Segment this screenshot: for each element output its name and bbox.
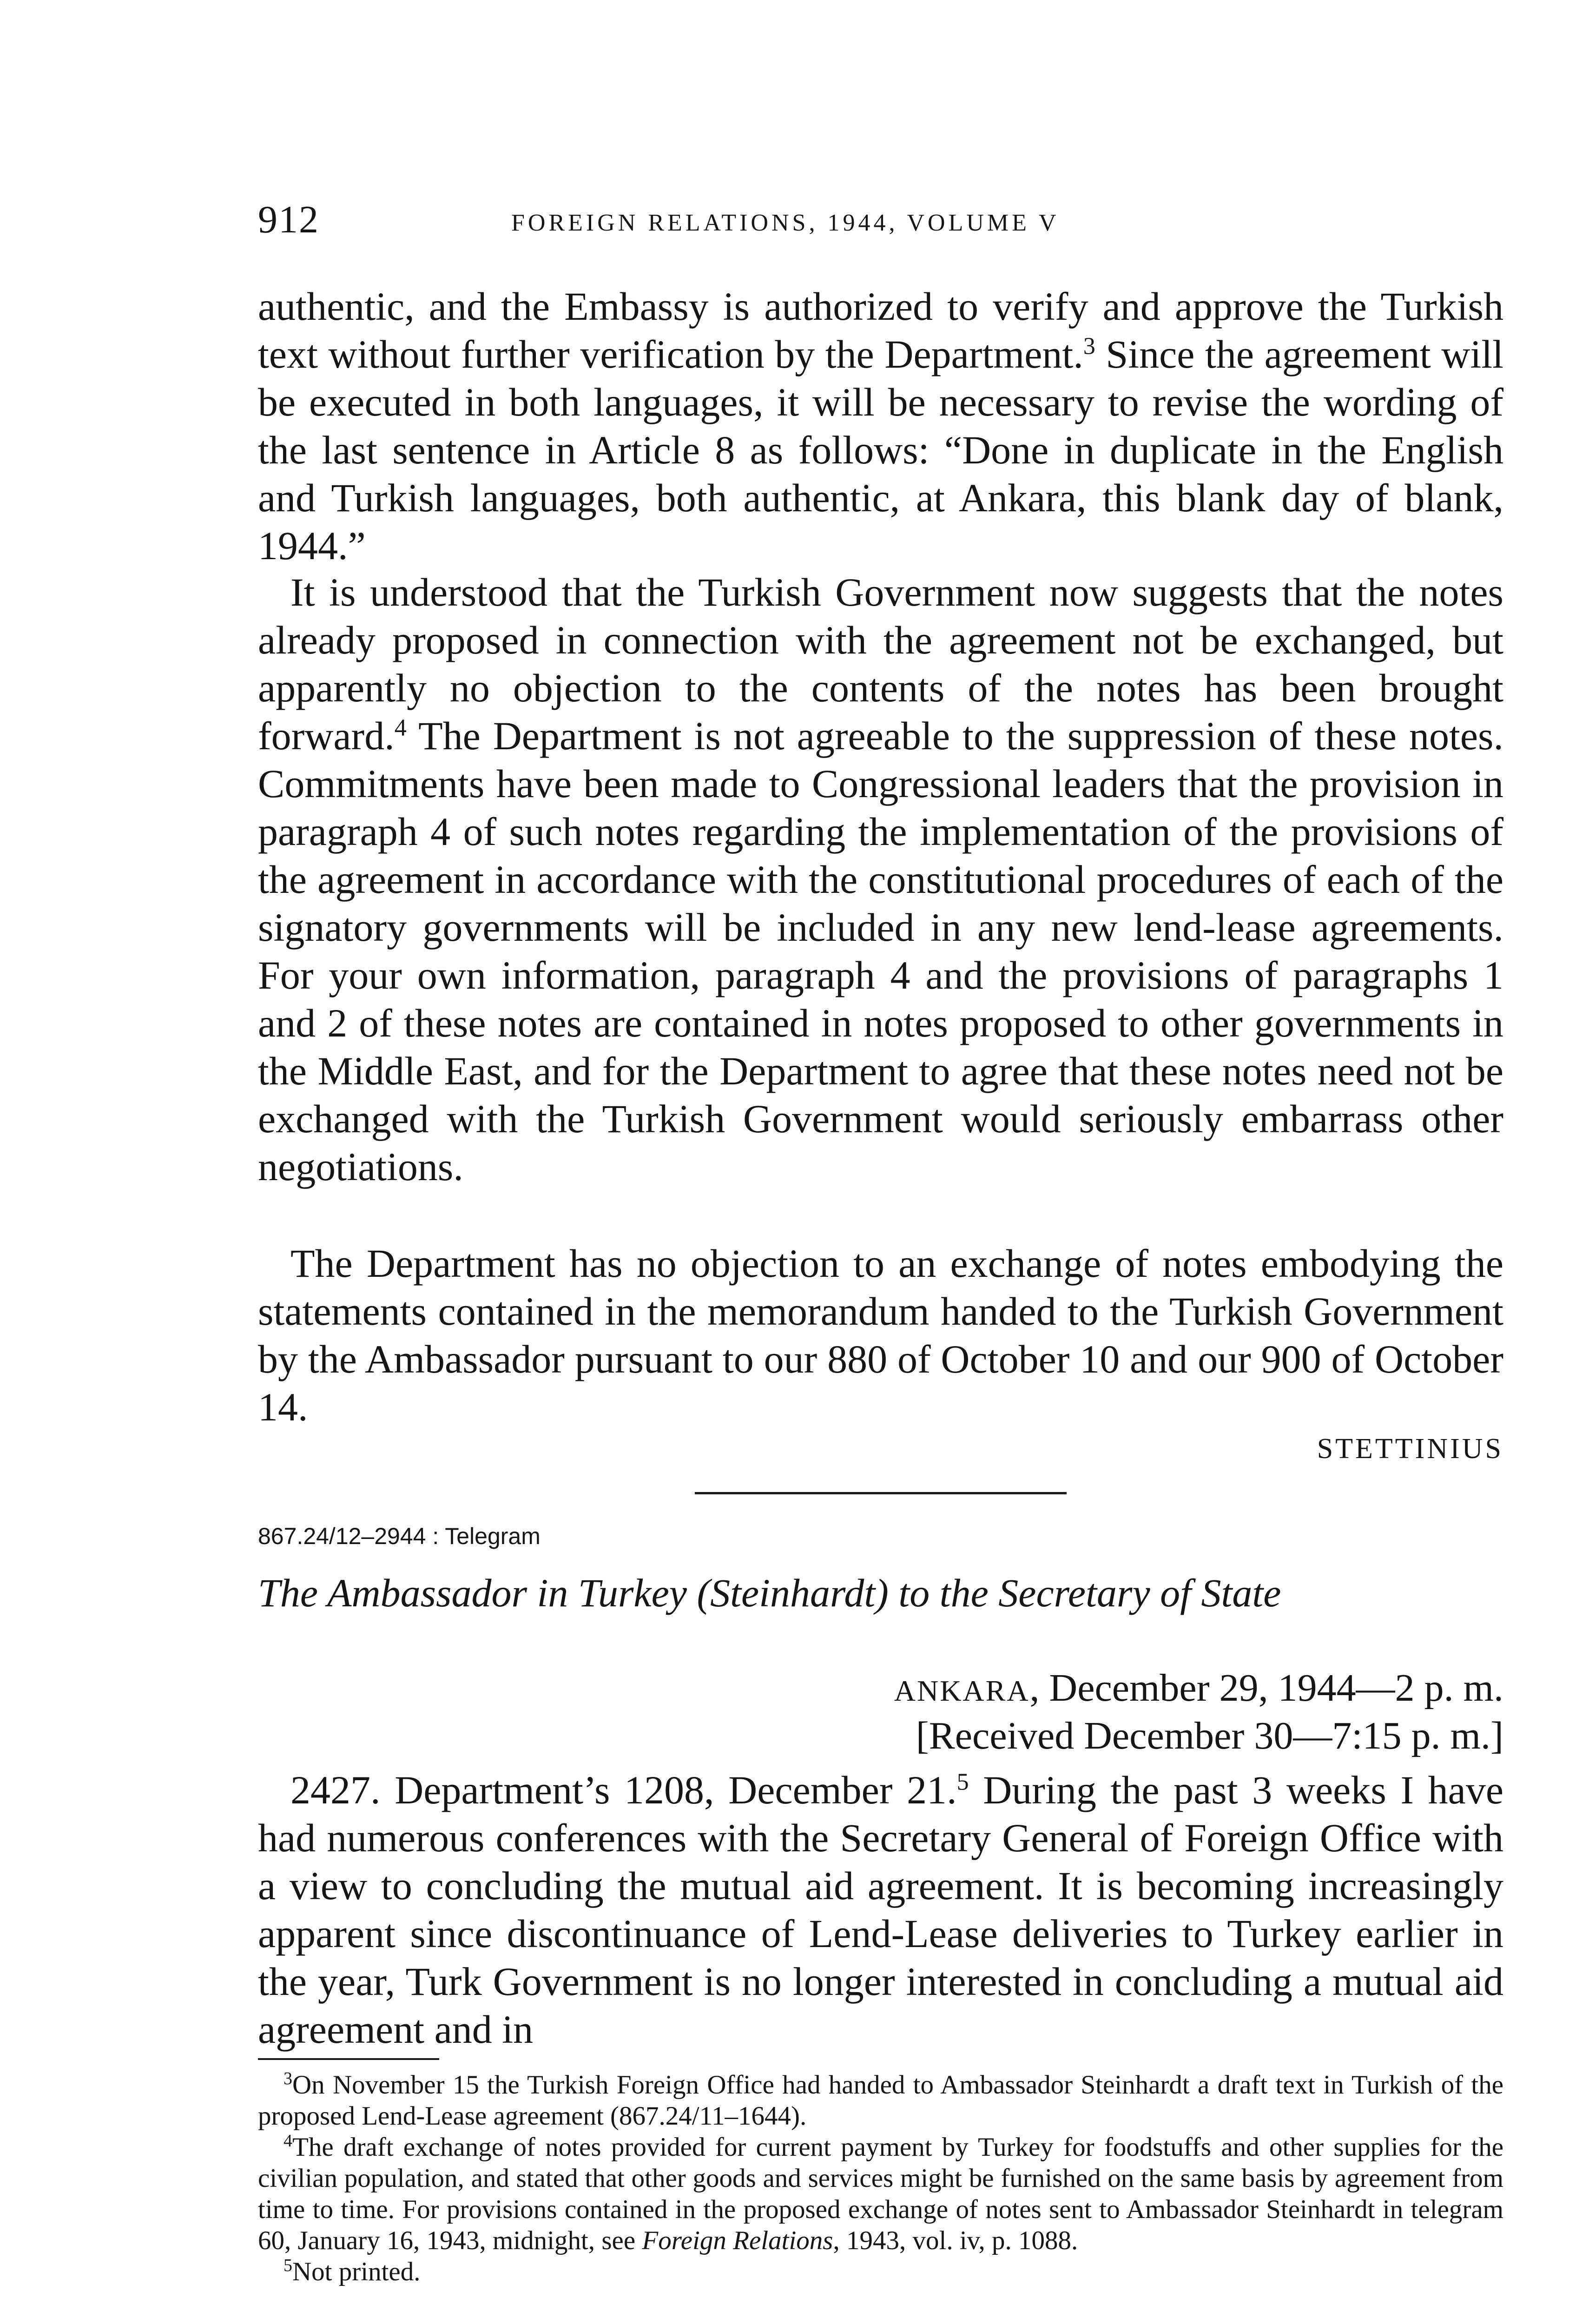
body-paragraph-2-text-b: The Department is not agreeable to the suppression of these notes. Commitments have been made to Congressional leaders that the provision in paragraph 4 of such notes regarding the implementation of the provisions of the agreement in accordance with the constitutional procedures of each of the signatory governments will be included in any new lend-lease agreements. For your own information, paragraph 4 and the provisions of paragraphs 1 and 2 of these notes are contained in notes proposed to other governments in the Middle East, and for the Department to agree that these notes need not be exchanged with the Turkish Government would seriously embarrass other negotiations. [258,713,1503,1189]
body-paragraph-2-text-a: It is understood that the Turkish Government now suggests that the notes already proposed in connection with the agreement not be exchanged, but apparently no objection to the contents of the notes has been brought forward. [258,570,1503,758]
body-paragraph-1-text-a: authentic, and the Embassy is authorized to verify and approve the Turkish text without further verification by the Department. [258,284,1503,376]
signature: STETTINIUS [1317,1433,1503,1465]
body-paragraph-1 [258,283,1503,570]
running-title: FOREIGN RELATIONS, 1944, VOLUME V [511,210,1060,236]
footnote-citation: Foreign Relations [642,2226,833,2255]
received-line: [Received December 30—7:15 p. m.] [916,1714,1503,1757]
body-paragraph-1-text-b: Since the agreement will be executed in both languages, it will be necessary to revise the wording of the last sentence in Article 8 as follows: “Done in duplicate in the English and Turkish languages, both authentic, at Ankara, this blank day of blank, 1944.” [258,332,1504,568]
footnote-text: Not printed. [292,2257,421,2286]
footnote-mark: 4 [283,2131,292,2151]
document-title: The Ambassador in Turkey (Steinhardt) to the Secretary of State [258,1571,1281,1615]
footnote-ref-3[interactable]: 3 [1083,333,1095,360]
footnote-ref-5[interactable]: 5 [956,1769,969,1796]
footnotes [258,2069,1503,2287]
running-head [258,194,1503,245]
footnote-text: The draft exchange of notes provided for current payment by Turkey for foodstuffs and other supplies for the civilian population, and stated that other goods and services might be furnished on the same basis by agreement from time to time. For provisions contained in the proposed exchange of notes sent to Ambassador Steinhardt in telegram 60, January 16, 1943, midnight, see [258,2133,1503,2255]
section-divider [695,1492,1067,1494]
footnote-mark: 3 [283,2069,292,2088]
footnote-4 [258,2132,1503,2256]
telegram-paragraph-text-b: During the past 3 weeks I have had numerous conferences with the Secretary General of Foreign Office with a view to concluding the mutual aid agreement. It is becoming increasingly apparent since discontinuance of Lend-Lease deliveries to Turkey earlier in the year, Turk Government is no longer interested in concluding a mutual aid agreement and in [258,1768,1503,2052]
document-page [258,0,1503,2324]
body-paragraph-2 [258,568,1503,1191]
dateline [894,1664,1503,1715]
telegram-paragraph-text-a: 2427. Department’s 1208, December 21. [290,1768,957,1812]
footnote-text: On November 15 the Turkish Foreign Office had handed to Ambassador Steinhardt a draft text in Turkish of the proposed Lend-Lease agreement (867.24/11–1644). [258,2070,1503,2131]
page-number: 912 [258,198,319,241]
footnote-5 [258,2256,1503,2287]
file-reference: 867.24/12–2944 : Telegram [258,1523,541,1549]
footnote-mark: 5 [283,2256,292,2275]
footnote-divider [258,2058,439,2060]
footnote-3 [258,2069,1503,2132]
telegram-paragraph [258,1766,1503,2053]
footnote-ref-4[interactable]: 4 [394,714,407,741]
body-paragraph-3: The Department has no objection to an exchange of notes embodying the statements contained in the memorandum handed to the Turkish Government by the Ambassador pursuant to our 880 of October 10 and our 900 of October 14. [258,1241,1503,1429]
footnote-text: , 1943, vol. iv, p. 1088. [833,2226,1078,2255]
dateline-date: , December 29, 1944—2 p. m. [1029,1666,1503,1710]
dateline-place: ANKARA [894,1674,1030,1707]
